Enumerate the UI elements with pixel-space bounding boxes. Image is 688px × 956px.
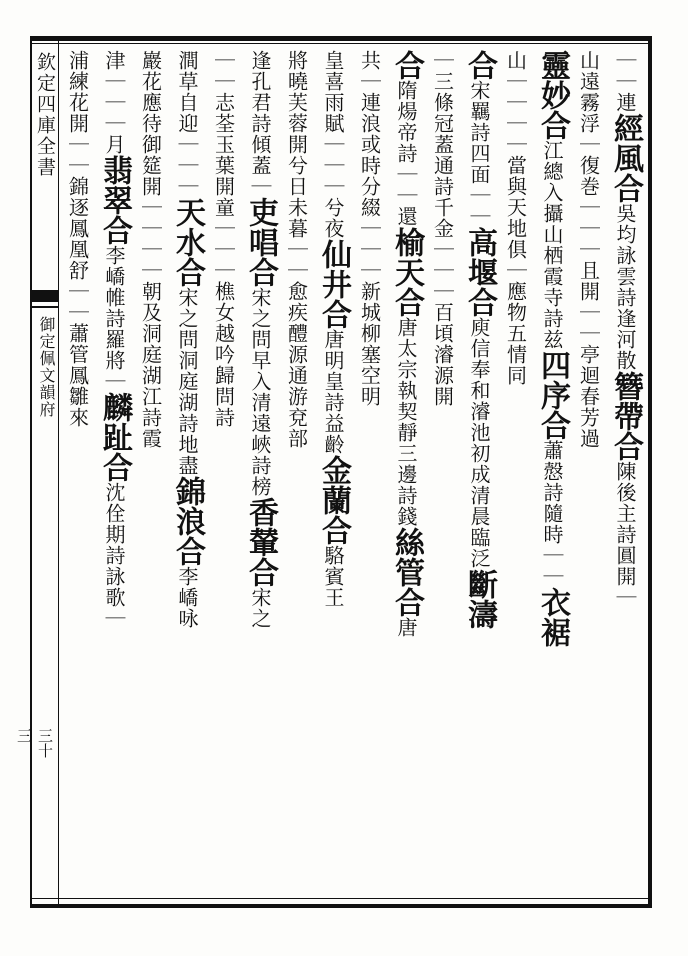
headword: 衣裾 bbox=[535, 587, 570, 647]
text-column bbox=[531, 50, 573, 895]
headword: 錦浪合 bbox=[170, 476, 205, 566]
headword: 簪帶合 bbox=[608, 371, 643, 461]
quotation-text: 唐明皇詩益齡 bbox=[321, 329, 345, 455]
headword: 四序合 bbox=[535, 350, 570, 440]
text-column bbox=[130, 50, 172, 895]
headword: 吏唱合 bbox=[243, 197, 278, 287]
quotation-text: ｜｜｜｜朝及洞庭湖 bbox=[138, 197, 163, 386]
quotation-text: ｜｜蕭管鳳雛來 bbox=[65, 281, 90, 428]
quotation-text: 唐 bbox=[394, 617, 418, 638]
frame-bottom-inner-rule bbox=[30, 898, 648, 899]
text-column bbox=[385, 50, 427, 895]
quotation-text: 綴｜｜｜新城柳塞空 bbox=[357, 197, 382, 386]
quotation-text: 山遠霧浮 bbox=[576, 50, 601, 134]
quotation-text: ｜｜連 bbox=[613, 50, 637, 113]
quotation-text: 唐太宗執契靜三邊詩錢 bbox=[394, 317, 418, 527]
text-column bbox=[312, 50, 354, 895]
text-column bbox=[568, 50, 610, 895]
quotation-text: 駱賓王 bbox=[321, 545, 345, 608]
frame-top-inner-rule bbox=[30, 43, 648, 44]
quotation-text: ｜｜錦逐鳳凰舒 bbox=[65, 134, 90, 281]
text-column bbox=[57, 50, 99, 895]
text-column bbox=[349, 50, 391, 895]
frame-left-rule bbox=[30, 36, 32, 908]
frame-right-rule bbox=[648, 36, 652, 908]
text-column bbox=[203, 50, 245, 895]
quotation-text: 巖花應待御筵開 bbox=[138, 50, 163, 197]
text-column bbox=[276, 50, 318, 895]
quotation-text: 宋羈詩四面｜｜ bbox=[467, 80, 491, 227]
quotation-text: 吳均詠雲詩逢河散 bbox=[613, 203, 637, 371]
quotation-text: 共｜連浪或時分 bbox=[357, 50, 382, 197]
headword: 合 bbox=[389, 50, 424, 80]
headword: 金蘭合 bbox=[316, 455, 351, 545]
text-column bbox=[93, 50, 135, 895]
quotation-text: 沈佺期詩詠歌｜ bbox=[102, 482, 126, 629]
headword: 絲管合 bbox=[389, 527, 424, 617]
headword: 斷濤 bbox=[462, 569, 497, 629]
text-column bbox=[458, 50, 500, 895]
quotation-text: 復巻｜｜｜且開 bbox=[576, 155, 601, 302]
quotation-text: 宋之問早入清遠峽詩榜 bbox=[248, 287, 272, 497]
quotation-text: ｜三條冠蓋通 bbox=[430, 50, 455, 176]
headword: 高堰合 bbox=[462, 227, 497, 317]
quotation-text: 童｜｜｜樵女越吟歸 bbox=[211, 197, 236, 386]
text-column bbox=[422, 50, 464, 895]
headword: 合 bbox=[462, 50, 497, 80]
headword: 香輦合 bbox=[243, 497, 278, 587]
quotation-text: 江詩霞 bbox=[138, 386, 163, 449]
quotation-text: 山｜｜｜｜當與天地俱 bbox=[503, 50, 528, 260]
text-column bbox=[239, 50, 281, 895]
quotation-text: 宋之 bbox=[248, 587, 272, 629]
margin-page-number: 三十三 bbox=[15, 728, 54, 758]
quotation-text: ｜｜愈疾醴源通 bbox=[284, 239, 309, 386]
quotation-text: 李嶠咏 bbox=[175, 566, 199, 629]
fish-tail-mark bbox=[31, 290, 58, 302]
text-column bbox=[495, 50, 537, 895]
quotation-text: 澗草自迎｜｜｜ bbox=[175, 50, 199, 197]
quotation-text: 陳後主詩圓開｜ bbox=[613, 461, 637, 608]
headword: 天水合 bbox=[170, 197, 205, 287]
quotation-text: 隋煬帝詩｜｜還 bbox=[394, 80, 418, 227]
frame-top-rule bbox=[30, 36, 648, 41]
headword: 麟趾合 bbox=[97, 392, 132, 482]
headword: 翡翠合 bbox=[97, 155, 132, 245]
quotation-text: 游兗部 bbox=[284, 386, 309, 449]
text-column bbox=[604, 50, 646, 895]
quotation-text: 明 bbox=[357, 386, 382, 407]
quotation-text: 皇喜雨賦｜｜｜兮夜 bbox=[321, 50, 345, 239]
quotation-text: ｜應物五情同 bbox=[503, 260, 528, 386]
headword: 榆天合 bbox=[389, 227, 424, 317]
quotation-text: 宋之問洞庭湖詩地盡 bbox=[175, 287, 199, 476]
quotation-text: 蕭慤詩隨時｜｜ bbox=[540, 440, 564, 587]
quotation-text: 李嶠帷詩羅將｜ bbox=[102, 245, 126, 392]
quotation-text: ｜｜志荃玉葉開 bbox=[211, 50, 236, 197]
fish-tail-line bbox=[31, 306, 58, 308]
quotation-text: 津｜｜｜月 bbox=[102, 50, 126, 155]
quotation-text: 亭迴春芳過 bbox=[576, 344, 601, 449]
quotation-text: 庾信奉和濬池初成清晨臨泛 bbox=[467, 317, 491, 569]
headword: 仙井合 bbox=[316, 239, 351, 329]
quotation-text: 逢孔君詩傾蓋｜ bbox=[248, 50, 272, 197]
frame-bottom-rule bbox=[30, 904, 648, 908]
quotation-text: ｜｜ bbox=[576, 302, 601, 344]
headword: 經風合 bbox=[608, 113, 643, 203]
margin-book-title: 欽定四庫全書 bbox=[34, 52, 56, 178]
quotation-text: ｜ bbox=[576, 134, 601, 155]
quotation-text: 將曉芙蓉開兮日未暮 bbox=[284, 50, 309, 239]
quotation-text: 江總入攝山栖霞寺詩兹 bbox=[540, 140, 564, 350]
quotation-text: 問詩 bbox=[211, 386, 236, 428]
headword: 靈妙合 bbox=[535, 50, 570, 140]
quotation-text: 浦練花開 bbox=[65, 50, 90, 134]
quotation-text: 詩千金｜｜｜百頃濬源開 bbox=[430, 176, 455, 407]
text-column bbox=[166, 50, 208, 895]
margin-work-title: 御定佩文韻府 bbox=[37, 316, 56, 418]
